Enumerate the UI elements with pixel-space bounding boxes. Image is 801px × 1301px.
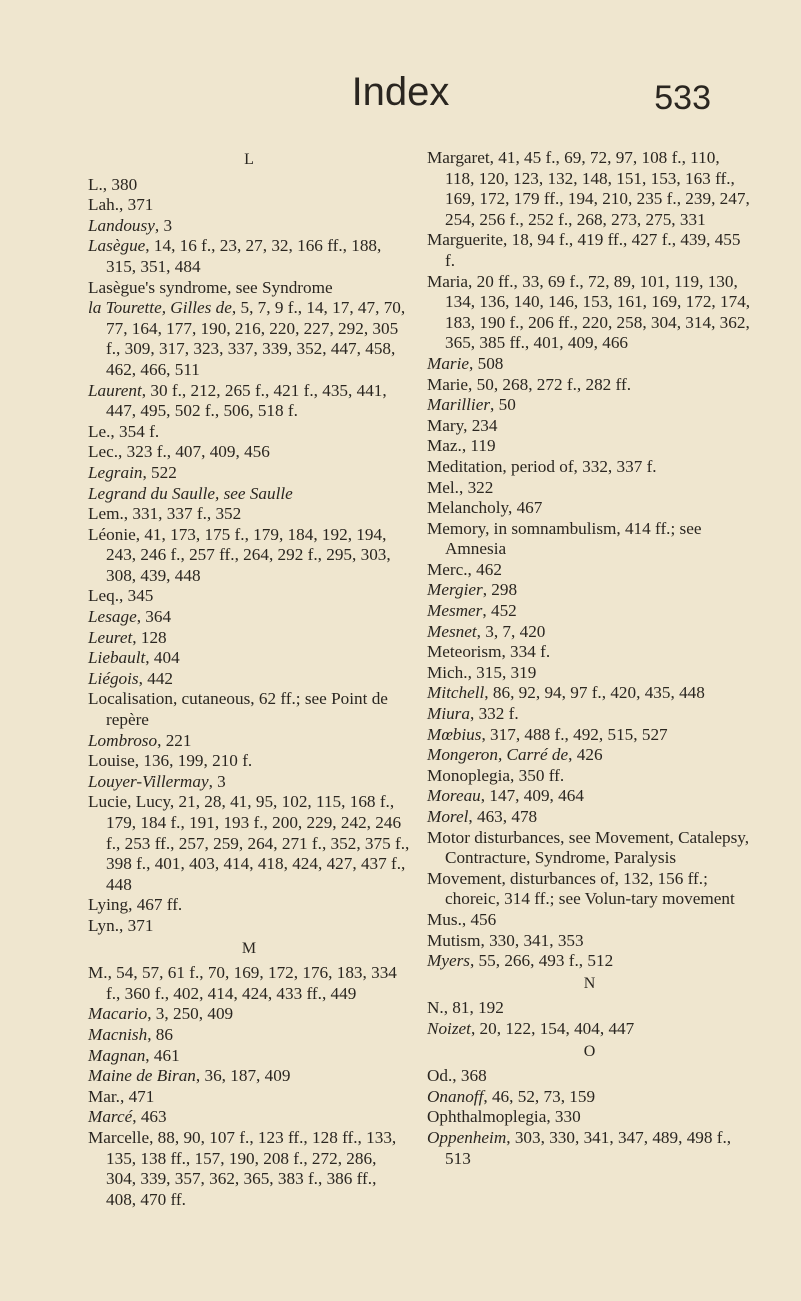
- entry-text: , 86, 92, 94, 97 f., 420, 435, 448: [484, 683, 705, 703]
- entry-author: Legrain: [88, 462, 143, 482]
- index-entry: [427, 1107, 752, 1128]
- index-entry: [427, 519, 752, 560]
- entry-text: , 36, 187, 409: [195, 1066, 291, 1086]
- page-number: 533: [654, 79, 711, 117]
- index-entry: [427, 436, 752, 457]
- index-column-right: [427, 148, 752, 1169]
- index-entry: [88, 381, 410, 422]
- entry-text: Melancholy, 467: [427, 498, 543, 518]
- entry-author: Landousy: [88, 215, 155, 235]
- entry-text: , 442: [138, 668, 173, 688]
- entry-text: Merc., 462: [427, 559, 502, 579]
- entry-author: Liégois: [88, 668, 139, 688]
- entry-author: Mongeron, Carré de: [427, 745, 569, 765]
- entry-author: Lombroso: [88, 730, 158, 750]
- index-entry: [427, 1128, 752, 1169]
- entry-author: Mitchell: [427, 683, 485, 703]
- page-title: Index: [351, 70, 450, 114]
- index-entry: [427, 1019, 752, 1040]
- entry-text: , 364: [136, 607, 172, 627]
- entry-text: Movement, disturbances of, 132, 156 ff.; choreic, 314 ff.; see Volun-tary movement: [427, 868, 735, 909]
- index-entry: [427, 910, 752, 931]
- entry-text: , 20, 122, 154, 404, 447: [470, 1018, 635, 1038]
- entry-author: Leuret: [88, 627, 133, 647]
- index-entry: [427, 745, 752, 766]
- entry-text: , 298: [482, 580, 518, 600]
- entry-text: , 128: [132, 627, 167, 647]
- page-header: [0, 68, 801, 128]
- entry-text: , 303, 330, 341, 347, 489, 498 f., 513: [445, 1127, 732, 1168]
- index-entry: [88, 1046, 410, 1067]
- entry-text: , 86: [147, 1024, 173, 1044]
- entry-author: Macnish: [88, 1024, 148, 1044]
- entry-author: Mœbius: [427, 724, 482, 744]
- entry-text: Le., 354 f.: [88, 421, 160, 441]
- entry-text: M., 54, 57, 61 f., 70, 169, 172, 176, 183, 334 f., 360 f., 402, 414, 424, 433 ff., 449: [88, 963, 397, 1003]
- entry-text: Lyn., 371: [88, 915, 154, 935]
- entry-text: , 3: [208, 771, 226, 791]
- entry-text: , 404: [145, 648, 180, 668]
- entry-text: , 317, 488 f., 492, 515, 527: [481, 724, 668, 744]
- section-letter: L: [244, 151, 254, 168]
- index-entry: [427, 230, 752, 271]
- entry-author: Marillier: [427, 395, 491, 415]
- entry-text: Maria, 20 ff., 33, 69 f., 72, 89, 101, 119, 130, 134, 136, 140, 146, 153, 161, 169, 172, 174, 183, 190 f., 206 ff., 220, 258, 304, 314, 362, 365, 385 ff., 401, 409, 466: [427, 271, 751, 353]
- index-entry: [88, 628, 410, 649]
- entry-author: Liebault: [88, 648, 146, 668]
- entry-text: , 3: [154, 215, 173, 235]
- index-entry: [427, 416, 752, 437]
- index-entry: [88, 1066, 410, 1087]
- entry-text: , 221: [157, 730, 192, 750]
- index-column-left: [88, 148, 410, 1210]
- index-entry: [88, 236, 410, 277]
- index-entry: [88, 689, 410, 730]
- index-entry: [88, 586, 410, 607]
- entry-author: Morel: [427, 807, 469, 826]
- index-entry: [88, 504, 410, 525]
- entry-text: , 3, 250, 409: [147, 1004, 234, 1024]
- index-entry: [427, 478, 752, 499]
- entry-author: Marie: [427, 353, 470, 373]
- entry-text: Lasègue's syndrome, see Syndrome: [88, 277, 333, 297]
- index-entry: [88, 1107, 410, 1128]
- entry-text: Od., 368: [427, 1066, 487, 1086]
- index-entry: [427, 766, 752, 787]
- entry-text: Localisation, cutaneous, 62 ff.; see Point de repère: [88, 689, 388, 730]
- index-entry: [88, 916, 410, 937]
- index-entry: [88, 216, 410, 237]
- index-entry: [88, 731, 410, 752]
- entry-text: Mary, 234: [427, 415, 498, 435]
- index-entry: [88, 895, 410, 916]
- entry-text: Lying, 467 ff.: [88, 895, 183, 915]
- index-entry: [88, 278, 410, 299]
- entry-author: Mergier: [427, 580, 483, 600]
- index-entry: [427, 580, 752, 601]
- entry-text: Monoplegia, 350 ff.: [427, 765, 565, 785]
- entry-text: , 55, 266, 493 f., 512: [469, 951, 614, 971]
- entry-text: Motor disturbances, see Movement, Catalepsy, Contracture, Syndrome, Paralysis: [427, 827, 750, 868]
- index-entry: [427, 642, 752, 663]
- entry-text: , 426: [568, 745, 603, 765]
- entry-text: Mutism, 330, 341, 353: [427, 930, 584, 950]
- entry-text: , 147, 409, 464: [480, 786, 584, 806]
- entry-author: Mesmer: [427, 601, 483, 621]
- entry-text: Memory, in somnambulism, 414 ff.; see Amnesia: [427, 518, 702, 559]
- index-entry: [427, 828, 752, 869]
- index-entry: [88, 195, 410, 216]
- index-entry: [88, 442, 410, 463]
- entry-text: , 508: [469, 353, 504, 373]
- index-entry: [427, 704, 752, 725]
- index-entry: [88, 963, 410, 1004]
- entry-text: Mel., 322: [427, 477, 494, 497]
- entry-text: , 3, 7, 420: [476, 621, 546, 641]
- entry-text: , 14, 16 f., 23, 27, 32, 166 ff., 188, 315, 351, 484: [106, 236, 382, 276]
- entry-author: Onanoff: [427, 1086, 484, 1106]
- index-entry: [88, 484, 410, 505]
- entry-author: Macario: [88, 1004, 148, 1024]
- entry-author: Magnan: [88, 1045, 146, 1065]
- entry-author: Myers: [427, 951, 470, 971]
- index-entry: [88, 648, 410, 669]
- entry-text: Mus., 456: [427, 909, 497, 929]
- entry-text: Louise, 136, 199, 210 f.: [88, 751, 253, 771]
- entry-author: Louyer-Villermay: [88, 771, 209, 791]
- entry-text: , 5, 7, 9 f., 14, 17, 47, 70, 77, 164, 177, 190, 216, 220, 227, 292, 305 f., 309, 317, 323, 337, 339, 352, 447, 458, 462, 466, 511: [106, 298, 406, 379]
- entry-author: Lasègue: [88, 236, 146, 256]
- index-entry: [88, 298, 410, 380]
- entry-text: Ophthalmoplegia, 330: [427, 1107, 581, 1127]
- index-entry: [88, 463, 410, 484]
- entry-text: , 461: [145, 1045, 180, 1065]
- entry-text: , 50: [490, 395, 516, 415]
- index-entry: [88, 607, 410, 628]
- entry-text: Lucie, Lucy, 21, 28, 41, 95, 102, 115, 168 f., 179, 184 f., 191, 193 f., 200, 229, 242, 246 f., 253 ff., 257, 259, 264, 271 f., 352, 375 f., 398 f., 401, 403, 414, 418, 424, 427, 437 f., 448: [88, 792, 410, 894]
- entry-author: Moreau: [427, 786, 481, 806]
- entry-text: Marguerite, 18, 94 f., 419 ff., 427 f., 439, 455 f.: [427, 230, 741, 270]
- entry-author: Laurent: [88, 380, 142, 400]
- entry-author: Oppenheim: [427, 1127, 507, 1147]
- index-entry: [88, 1128, 410, 1210]
- index-entry: [427, 560, 752, 581]
- index-entry: [427, 601, 752, 622]
- section-letter: M: [241, 939, 257, 957]
- index-entry: [427, 786, 752, 807]
- entry-author: Marcé: [88, 1107, 133, 1127]
- index-entry: [427, 354, 752, 375]
- entry-text: Mich., 315, 319: [427, 662, 537, 682]
- entry-author: Lesage: [88, 607, 137, 627]
- entry-text: , 452: [482, 601, 517, 621]
- entry-author: la Tourette, Gilles de: [88, 298, 232, 318]
- index-entry: [88, 792, 410, 895]
- index-entry: [427, 1066, 752, 1087]
- index-entry: [427, 683, 752, 704]
- entry-author: Miura: [427, 704, 470, 724]
- index-entry: [427, 951, 752, 972]
- index-entry: [427, 869, 752, 910]
- index-entry: [88, 175, 410, 196]
- entry-text: Marcelle, 88, 90, 107 f., 123 ff., 128 ff., 133, 135, 138 ff., 157, 190, 208 f., 272, 286, 304, 339, 357, 362, 365, 383 f., 386 ff., 408, 470 ff.: [88, 1127, 397, 1209]
- index-entry: [427, 725, 752, 746]
- section-letter: N: [583, 974, 596, 992]
- index-entry: [427, 807, 752, 828]
- index-entry: [88, 422, 410, 443]
- entry-text: Meditation, period of, 332, 337 f.: [427, 456, 657, 476]
- index-entry: [88, 751, 410, 772]
- index-entry: [427, 457, 752, 478]
- entry-text: , 46, 52, 73, 159: [483, 1086, 596, 1106]
- entry-author: Noizet: [427, 1018, 471, 1038]
- entry-text: , 332 f.: [469, 704, 519, 724]
- entry-text: Maz., 119: [427, 436, 496, 456]
- entry-text: Marie, 50, 268, 272 f., 282 ff.: [427, 374, 631, 394]
- index-entry: [88, 772, 410, 793]
- section-letter: O: [583, 1042, 596, 1060]
- entry-text: Lah., 371: [88, 195, 154, 215]
- entry-text: , 463, 478: [468, 807, 538, 826]
- index-entry: [427, 1087, 752, 1108]
- index-entry: [427, 272, 752, 354]
- index-entry: [88, 669, 410, 690]
- entry-text: Lec., 323 f., 407, 409, 456: [88, 442, 270, 462]
- index-entry: [427, 148, 752, 230]
- index-entry: [427, 998, 752, 1019]
- index-entry: [427, 498, 752, 519]
- index-entry: [427, 375, 752, 396]
- index-entry: [427, 663, 752, 684]
- entry-author: Maine de Biran: [88, 1066, 196, 1086]
- index-entry: [88, 525, 410, 587]
- entry-text: Mar., 471: [88, 1086, 155, 1106]
- entry-text: , 463: [132, 1107, 167, 1127]
- entry-text: , 30 f., 212, 265 f., 421 f., 435, 441, 447, 495, 502 f., 506, 518 f.: [106, 380, 387, 421]
- index-entry: [88, 1087, 410, 1108]
- entry-text: N., 81, 192: [427, 998, 504, 1018]
- entry-author: Mesnet: [427, 621, 477, 641]
- index-entry: [88, 1025, 410, 1046]
- entry-text: Meteorism, 334 f.: [427, 642, 551, 662]
- entry-author: Legrand du Saulle, see Saulle: [88, 483, 293, 503]
- index-entry: [427, 395, 752, 416]
- entry-text: L., 380: [88, 174, 138, 194]
- index-entry: [88, 1004, 410, 1025]
- entry-text: Leq., 345: [88, 586, 154, 606]
- entry-text: Lem., 331, 337 f., 352: [88, 504, 242, 524]
- entry-text: Margaret, 41, 45 f., 69, 72, 97, 108 f., 110, 118, 120, 123, 132, 148, 151, 153, 163 ff., 169, 172, 179 ff., 194, 210, 235 f., 239, 247, 254, 256 f., 252 f., 268, 273, 275, 331: [427, 148, 750, 229]
- entry-text: , 522: [142, 462, 177, 482]
- index-entry: [427, 622, 752, 643]
- index-entry: [427, 931, 752, 952]
- entry-text: Léonie, 41, 173, 175 f., 179, 184, 192, 194, 243, 246 f., 257 ff., 264, 292 f., 295, 303, 308, 439, 448: [88, 524, 391, 585]
